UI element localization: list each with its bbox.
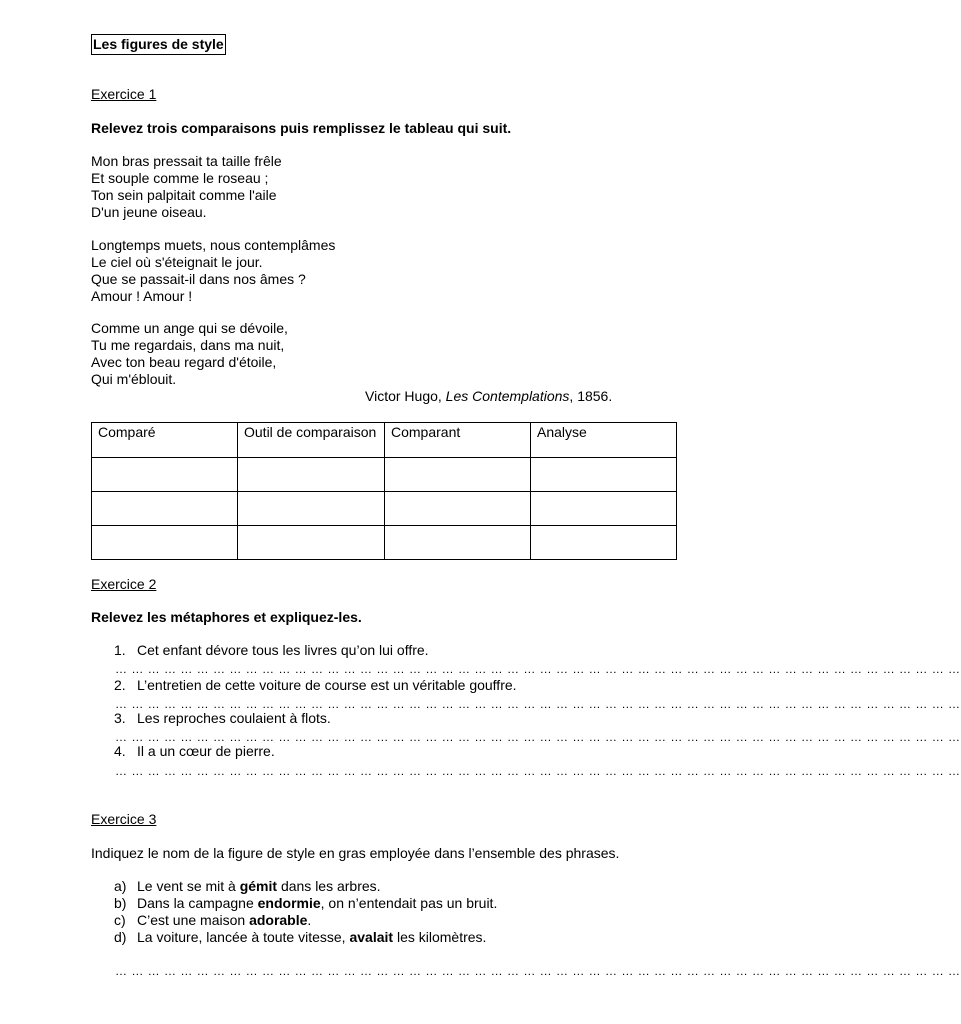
- exercise-1-heading: Exercice 1: [91, 86, 157, 102]
- poem-line: Longtemps muets, nous contemplâmes: [91, 237, 336, 253]
- table-cell[interactable]: [531, 526, 677, 560]
- poem-line: Qui m'éblouit.: [91, 371, 177, 387]
- answer-dotted-line[interactable]: … … … … … … … … … … … … … … … … … … … … … … … … … … … … … … … … … … … … … … … … … … … … … … … … … … … …: [115, 662, 961, 676]
- table-header-row: [92, 423, 677, 458]
- table-cell[interactable]: [92, 458, 238, 492]
- table-header-analyse: Analyse: [531, 423, 677, 458]
- table-cell[interactable]: [238, 526, 385, 560]
- item-number: 1.: [114, 642, 126, 658]
- item-text: Il a un cœur de pierre.: [137, 743, 275, 759]
- attribution-year: , 1856.: [569, 388, 613, 404]
- exercise-1-instruction: Relevez trois comparaisons puis remplissez le tableau qui suit.: [91, 120, 512, 136]
- figure-item-c: [114, 912, 311, 929]
- table-cell[interactable]: [385, 526, 531, 560]
- table-cell[interactable]: [531, 492, 677, 526]
- item-text: Les reproches coulaient à flots.: [137, 710, 331, 726]
- item-letter: a): [114, 878, 127, 894]
- poem-line: Mon bras pressait ta taille frêle: [91, 153, 282, 169]
- answer-dotted-line[interactable]: … … … … … … … … … … … … … … … … … … … … … … … … … … … … … … … … … … … … … … … … … … … … … … … … … … … …: [115, 697, 961, 711]
- exercise-3-heading: Exercice 3: [91, 811, 157, 827]
- item-letter: d): [114, 929, 127, 945]
- metaphor-item-2: [114, 677, 517, 694]
- poem-line: Le ciel où s'éteignait le jour.: [91, 254, 263, 270]
- figure-item-a: [114, 878, 381, 895]
- item-text: dans les arbres.: [277, 878, 381, 894]
- poem-line: Amour ! Amour !: [91, 288, 193, 304]
- poem-line: Tu me regardais, dans ma nuit,: [91, 337, 285, 353]
- item-bold-word: gémit: [239, 878, 278, 894]
- item-bold-word: avalait: [349, 929, 394, 945]
- item-letter: b): [114, 895, 127, 911]
- item-text: La voiture, lancée à toute vitesse,: [137, 929, 350, 945]
- item-bold-word: adorable: [249, 912, 308, 928]
- metaphor-item-4: [114, 743, 275, 760]
- table-cell[interactable]: [92, 492, 238, 526]
- item-bold-word: endormie: [257, 895, 321, 911]
- table-header-compare: Comparé: [92, 423, 238, 458]
- item-number: 3.: [114, 710, 126, 726]
- table-cell[interactable]: [385, 458, 531, 492]
- item-text: C’est une maison: [137, 912, 250, 928]
- poem-stanza-1: [91, 153, 282, 221]
- table-header-comparant: Comparant: [385, 423, 531, 458]
- attribution-work: Les Contemplations: [445, 388, 570, 404]
- item-text: Le vent se mit à: [137, 878, 240, 894]
- answer-dotted-line[interactable]: … … … … … … … … … … … … … … … … … … … … … … … … … … … … … … … … … … … … … … … … … … … … … … … … … … … …: [115, 964, 961, 978]
- table-header-outil: Outil de comparaison: [238, 423, 385, 458]
- answer-dotted-line[interactable]: … … … … … … … … … … … … … … … … … … … … … … … … … … … … … … … … … … … … … … … … … … … … … … … … … … … …: [115, 730, 961, 744]
- poem-line: Et souple comme le roseau ;: [91, 170, 269, 186]
- poem-line: Comme un ange qui se dévoile,: [91, 320, 288, 336]
- poem-attribution: [365, 388, 612, 405]
- table-row: [92, 492, 677, 526]
- figure-item-b: [114, 895, 497, 912]
- exercise-2-instruction: Relevez les métaphores et expliquez-les.: [91, 609, 362, 625]
- poem-line: Que se passait-il dans nos âmes ?: [91, 271, 306, 287]
- item-text: Dans la campagne: [137, 895, 258, 911]
- comparison-table: [91, 422, 677, 560]
- item-text: , on n’entendait pas un bruit.: [320, 895, 498, 911]
- table-cell[interactable]: [238, 492, 385, 526]
- attribution-author: Victor Hugo,: [365, 388, 446, 404]
- table-row: [92, 458, 677, 492]
- item-text: Cet enfant dévore tous les livres qu’on lui offre.: [137, 642, 429, 658]
- item-text: les kilomètres.: [393, 929, 487, 945]
- figure-item-d: [114, 929, 486, 946]
- item-text: L’entretien de cette voiture de course est un véritable gouffre.: [137, 677, 517, 693]
- poem-stanza-2: [91, 237, 335, 305]
- poem-line: D'un jeune oiseau.: [91, 204, 207, 220]
- table-cell[interactable]: [531, 458, 677, 492]
- exercise-3-instruction: Indiquez le nom de la figure de style en gras employée dans l’ensemble des phrases.: [91, 845, 620, 861]
- item-number: 4.: [114, 743, 126, 759]
- table-cell[interactable]: [385, 492, 531, 526]
- item-number: 2.: [114, 677, 126, 693]
- exercise-2-heading: Exercice 2: [91, 576, 157, 592]
- metaphor-item-3: [114, 710, 331, 727]
- poem-line: Avec ton beau regard d'étoile,: [91, 354, 277, 370]
- table-cell[interactable]: [92, 526, 238, 560]
- metaphor-item-1: [114, 642, 429, 659]
- table-row: [92, 526, 677, 560]
- item-text: .: [307, 912, 312, 928]
- poem-stanza-3: [91, 320, 288, 388]
- answer-dotted-line[interactable]: … … … … … … … … … … … … … … … … … … … … … … … … … … … … … … … … … … … … … … … … … … … … … … … … … … … …: [115, 764, 961, 778]
- item-letter: c): [114, 912, 126, 928]
- page-title: Les figures de style: [91, 34, 226, 55]
- poem-line: Ton sein palpitait comme l'aile: [91, 187, 277, 203]
- table-cell[interactable]: [238, 458, 385, 492]
